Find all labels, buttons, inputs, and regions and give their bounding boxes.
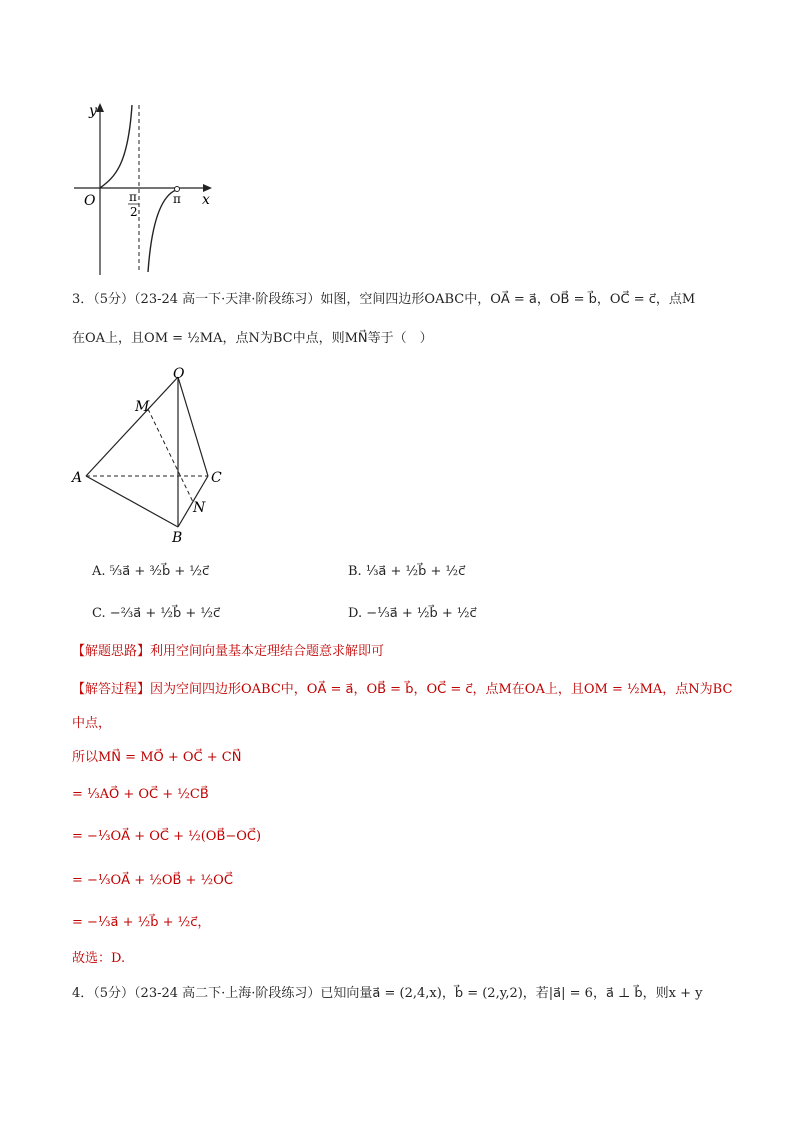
y-axis-arrow: [96, 103, 104, 112]
option-b[interactable]: B. ⅓a⃗ + ½b⃗ + ½c⃗: [348, 564, 466, 579]
solution-answer: 故选：D.: [72, 951, 126, 966]
solution-step-4: = −⅓OA⃗ + ½OB⃗ + ½OC⃗: [72, 873, 233, 888]
label-C: C: [211, 470, 222, 486]
tangent-graph: [60, 95, 230, 280]
pi-label: π: [173, 192, 181, 206]
solution-step-3: = −⅓OA⃗ + OC⃗ + ½(OB⃗−OC⃗): [72, 829, 262, 844]
q3-line2: 在OA上，且OM = ½MA，点N为BC中点，则MN⃗等于（ ）: [72, 331, 433, 346]
q3-line1: 3．（5分）（23-24 高一下·天津·阶段练习）如图，空间四边形OABC中，OA⃗ = a⃗，OB⃗ = b⃗，OC⃗ = c⃗，点M: [72, 292, 696, 307]
right-branch-curve: [148, 190, 176, 272]
open-point-pi: [175, 187, 180, 192]
left-branch-curve: [100, 105, 132, 188]
x-label: x: [202, 192, 210, 208]
label-N: N: [193, 500, 206, 516]
option-c[interactable]: C. −⅔a⃗ + ½b⃗ + ½c⃗: [92, 606, 221, 621]
label-B: B: [172, 530, 183, 546]
pi-half-numerator: π: [129, 190, 137, 204]
solution-step-2: = ⅓AO⃗ + OC⃗ + ½CB⃗: [72, 787, 209, 802]
x-axis-arrow: [203, 184, 212, 192]
y-label: y: [89, 103, 97, 119]
segment-MN-dashed: [148, 409, 193, 502]
solution-process-line1: 【解答过程】因为空间四边形OABC中，OA⃗ = a⃗，OB⃗ = b⃗，OC⃗ = c⃗，点M在OA上，且OM = ½MA，点N为BC: [72, 682, 733, 697]
edge-AB: [86, 476, 178, 527]
solution-step-1: 所以MN⃗ = MO⃗ + OC⃗ + CN⃗: [72, 750, 242, 765]
edge-OC: [178, 377, 208, 476]
option-d[interactable]: D. −⅓a⃗ + ½b⃗ + ½c⃗: [348, 606, 477, 621]
origin-label: O: [84, 193, 96, 209]
edge-OA: [86, 377, 178, 476]
q4-line1: 4．（5分）（23-24 高二下·上海·阶段练习）已知向量a⃗ = (2,4,x)，b⃗ = (2,y,2)，若|a⃗| = 6，a⃗ ⊥ b⃗，则x + y: [72, 986, 703, 1001]
solution-step-5: = −⅓a⃗ + ½b⃗ + ½c⃗，: [72, 915, 211, 930]
solution-idea: 【解题思路】利用空间向量基本定理结合题意求解即可: [72, 644, 385, 659]
option-a[interactable]: A. ⁵⁄₃a⃗ + ³⁄₂b⃗ + ½c⃗: [92, 564, 210, 579]
pi-half-denominator: 2: [130, 205, 138, 219]
label-A: A: [72, 470, 83, 486]
tetrahedron-figure: [65, 362, 235, 547]
label-O: O: [173, 366, 185, 382]
solution-process-line2: 中点，: [72, 716, 112, 731]
label-M: M: [135, 399, 150, 415]
